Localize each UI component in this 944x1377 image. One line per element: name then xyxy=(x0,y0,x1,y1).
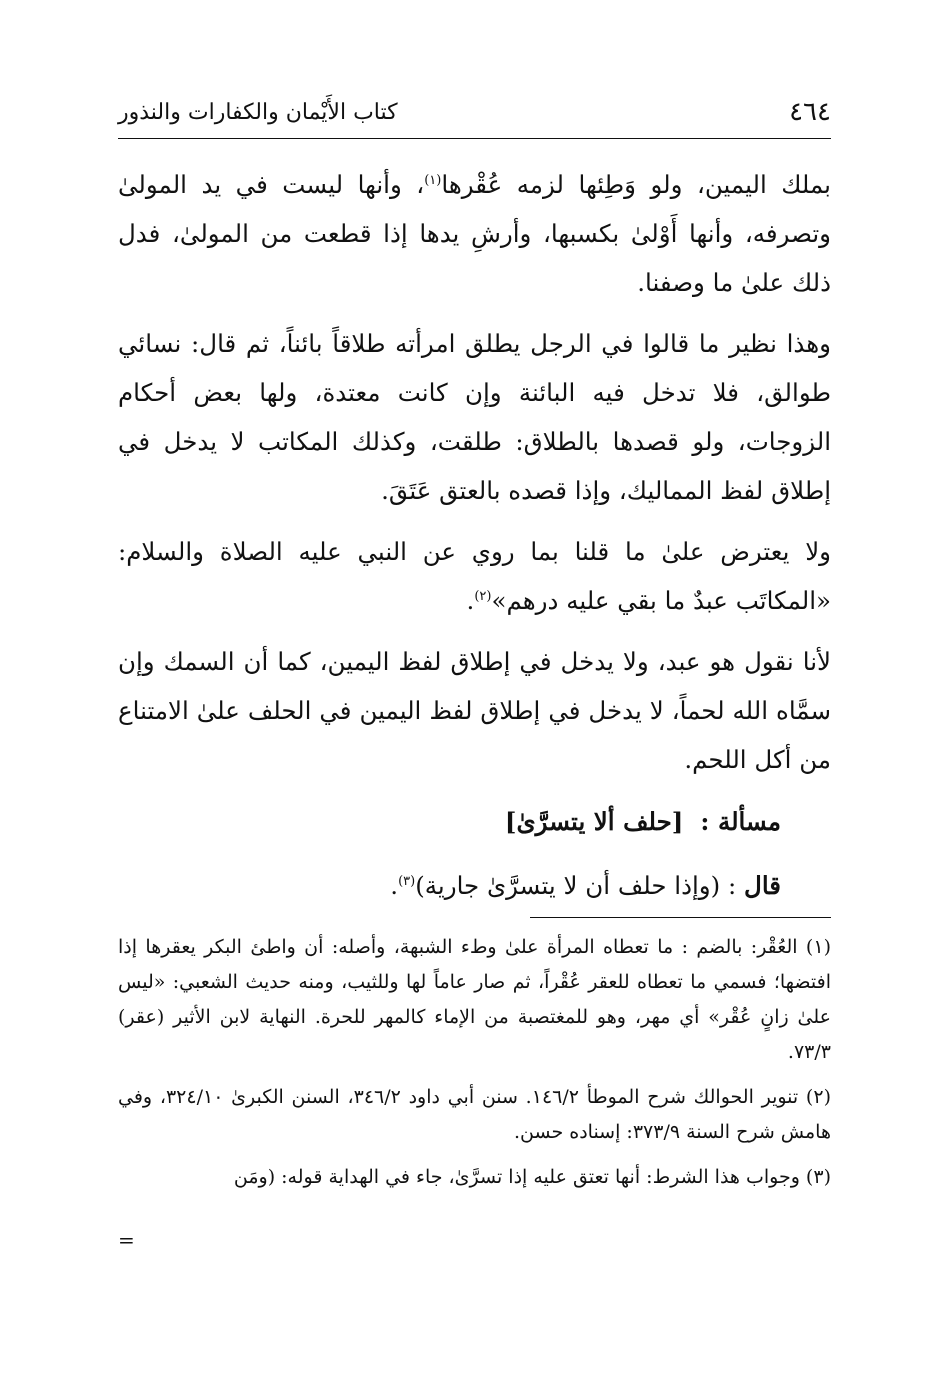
page-header xyxy=(118,90,831,134)
footnote-ref-2: (٢) xyxy=(474,588,492,604)
continuation-mark: = xyxy=(118,1228,135,1252)
footnotes xyxy=(118,930,831,1205)
masala-title: [حلف ألا يتسرَّىٰ] xyxy=(504,807,684,836)
paragraph-3-text-b: . xyxy=(466,586,475,615)
qal-line xyxy=(118,860,831,912)
paragraph-1-text-a: بملك اليمين، ولو وَطِئها لزمه عُقْرها xyxy=(441,170,831,199)
footnote-2: (٢) تنوير الحوالك شرح الموطأ ١٤٦/٢. سنن أبي داود ٣٤٦/٢، السنن الكبرىٰ ٣٢٤/١٠، وفي هامش شرح السنة ٣٧٣/٩: إسناده حسن. xyxy=(118,1086,831,1143)
qal-text: : (وإذا حلف أن لا يتسرَّىٰ جارية) xyxy=(415,871,745,900)
paragraph-3 xyxy=(118,527,831,625)
footnote-divider xyxy=(530,917,831,918)
page-number: ٤٦٤ xyxy=(789,97,831,127)
footnote-3: (٣) وجواب هذا الشرط: أنها تعتق عليه إذا تسرَّىٰ، جاء في الهداية قوله: (ومَن xyxy=(233,1166,831,1188)
paragraph-1-text-b: ، وأنها ليست في يد المولىٰ وتصرفه، وأنها أَوْلىٰ بكسبها، وأرشِ يدها إذا قطعت من المولىٰ، فدل ذلك علىٰ ما وصفنا. xyxy=(118,170,831,297)
header-divider xyxy=(118,138,831,139)
paragraph-2: وهذا نظير ما قالوا في الرجل يطلق امرأته طلاقاً بائناً، ثم قال: نسائي طوالق، فلا تدخل فيه البائنة وإن كانت معتدة، ولها بعض أحكام الزوجات، ولو قصدها بالطلاق: طلقت، وكذلك المكاتب لا يدخل في إطلاق لفظ المماليك، وإذا قصده بالعتق عَتَقَ. xyxy=(118,329,831,505)
qal-label: قال xyxy=(744,871,781,900)
qal-end: . xyxy=(390,871,399,900)
book-title: كتاب الأَيْمان والكفارات والنذور xyxy=(118,99,398,125)
footnote-1: (١) العُقْر: بالضم : ما تعطاه المرأة علىٰ وطء الشبهة، وأصله: أن واطئ البكر يعقرها إذا افتضها؛ فسمي ما تعطاه للعقر عُقْراً، ثم صار عاماً لها وللثيب، ومنه حديث الشعبي: «ليس علىٰ زانٍ عُقْر» أي مهر، وهو للمغتصبة من الإماء كالمهر للحرة. النهاية لابن الأثير (عقر) ٧٣/٣. xyxy=(118,936,831,1063)
footnote-ref-3: (٣) xyxy=(398,873,416,889)
paragraph-1 xyxy=(118,160,831,307)
paragraph-4: لأنا نقول هو عبد، ولا يدخل في إطلاق لفظ اليمين، كما أن السمك وإن سمَّاه الله لحماً، لا يدخل في إطلاق لفظ اليمين في الحلف علىٰ الامتناع من أكل اللحم. xyxy=(118,647,831,774)
masala-label: مسألة : xyxy=(700,807,781,836)
footnote-ref-1: (١) xyxy=(424,172,442,188)
section-heading xyxy=(118,796,831,848)
paragraph-3-text-a: ولا يعترض علىٰ ما قلنا بما روي عن النبي عليه الصلاة والسلام: «المكاتَب عبدٌ ما بقي عليه درهم» xyxy=(118,537,831,615)
main-text xyxy=(118,160,831,924)
